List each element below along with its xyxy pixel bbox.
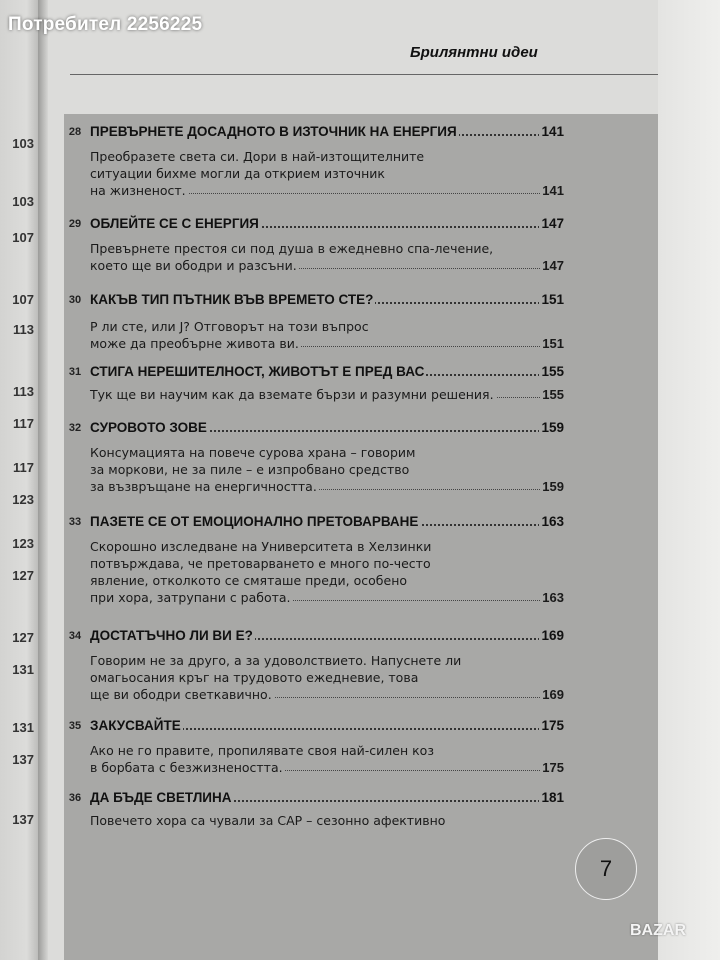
entry-description xyxy=(90,538,564,606)
entry-page: 159 xyxy=(541,420,564,435)
left-page-number: 123 xyxy=(12,536,34,551)
desc-last-line xyxy=(90,257,564,274)
entry-number: 36 xyxy=(68,792,82,804)
entry-title: ПАЗЕТЕ СЕ ОТ ЕМОЦИОНАЛНО ПРЕТОВАРВАНЕ xyxy=(90,514,419,529)
entry-number: 35 xyxy=(68,720,82,732)
desc-line: явление, отколкото се смяташе преди, особено xyxy=(90,573,408,588)
left-page-number: 137 xyxy=(12,812,34,827)
entry-title: ЗАКУСВАЙТЕ xyxy=(90,718,181,733)
left-page-number: 103 xyxy=(12,194,34,209)
left-page-number: 113 xyxy=(13,384,34,399)
desc-line: за моркови, не за пиле – е изпробвано средство xyxy=(90,462,410,477)
left-page-number: 123 xyxy=(12,492,34,507)
entry-title-line xyxy=(90,216,564,231)
entry-title-line xyxy=(90,364,564,379)
desc-line: потвърждава, че претоварването е много по-често xyxy=(90,556,431,571)
entry-description xyxy=(90,148,564,199)
left-page-number: 127 xyxy=(12,568,34,583)
entry-description xyxy=(90,240,564,274)
desc-page: 155 xyxy=(542,387,564,402)
header-rule xyxy=(70,74,658,75)
desc-last-line xyxy=(90,182,564,199)
desc-line: Консумацията на повече сурова храна – говорим xyxy=(90,445,416,460)
entry-number: 29 xyxy=(68,218,82,230)
desc-last-line xyxy=(90,386,564,403)
watermark: Потребител 2256225 xyxy=(8,14,203,35)
desc-line: Преобразете света си. Дори в най-изтощителните xyxy=(90,149,425,164)
left-page-number: 103 xyxy=(12,136,34,151)
desc-page: 175 xyxy=(542,760,564,775)
entry-description xyxy=(90,652,564,703)
desc-line: Превърнете престоя си под душа в ежедневно спа-лечение, xyxy=(90,241,494,256)
entry-description xyxy=(90,742,564,776)
entry-title: ДОСТАТЪЧНО ЛИ ВИ Е? xyxy=(90,628,253,643)
desc-page: 163 xyxy=(542,590,564,605)
desc-text: което ще ви ободри и разсъни. xyxy=(90,258,297,273)
desc-line: Повечето хора са чували за САР – сезонно афективно xyxy=(90,813,446,828)
entry-page: 147 xyxy=(541,216,564,231)
entry-title: ДА БЪДЕ СВЕТЛИНА xyxy=(90,790,232,805)
entry-title: ПРЕВЪРНЕТЕ ДОСАДНОТО В ИЗТОЧНИК НА ЕНЕРГИЯ xyxy=(90,124,457,139)
desc-text: Тук ще ви научим как да вземате бързи и разумни решения. xyxy=(90,387,494,402)
desc-last-line xyxy=(90,589,564,606)
left-page xyxy=(0,0,38,960)
left-page-number: 131 xyxy=(12,720,34,735)
desc-line: Говорим не за друго, а за удоволствието. Напуснете ли xyxy=(90,653,462,668)
entry-description xyxy=(90,386,564,403)
entry-page: 155 xyxy=(541,364,564,379)
entry-page: 151 xyxy=(541,292,564,307)
entry-page: 169 xyxy=(541,628,564,643)
entry-number: 31 xyxy=(68,366,82,378)
entry-page: 175 xyxy=(541,718,564,733)
running-header: Брилянтни идеи xyxy=(410,44,538,61)
entry-title-line xyxy=(90,790,564,805)
entry-page: 163 xyxy=(541,514,564,529)
desc-text: може да преобърне живота ви. xyxy=(90,336,299,351)
desc-page: 147 xyxy=(542,258,564,273)
entry-number: 30 xyxy=(68,294,82,306)
left-page-number: 107 xyxy=(12,230,34,245)
desc-last-line xyxy=(90,759,564,776)
desc-line: Ако не го правите, пропилявате своя най-силен коз xyxy=(90,743,434,758)
entry-title: КАКЪВ ТИП ПЪТНИК ВЪВ ВРЕМЕТО СТЕ? xyxy=(90,292,374,307)
left-page-number: 137 xyxy=(12,752,34,767)
entry-title: ОБЛЕЙТЕ СЕ С ЕНЕРГИЯ xyxy=(90,216,259,231)
left-page-number: 131 xyxy=(12,662,34,677)
desc-page: 159 xyxy=(542,479,564,494)
entry-title-line xyxy=(90,514,564,529)
entry-page: 181 xyxy=(541,790,564,805)
desc-text: за възвръщане на енергичността. xyxy=(90,479,317,494)
desc-page: 169 xyxy=(542,687,564,702)
entry-number: 32 xyxy=(68,422,82,434)
desc-line: Р ли сте, или J? Отговорът на този въпрос xyxy=(90,319,369,334)
desc-text: на жизненост. xyxy=(90,183,186,198)
book-gutter xyxy=(38,0,48,960)
desc-line: омагьосания кръг на трудовото ежедневие, това xyxy=(90,670,419,685)
entry-title-line xyxy=(90,124,564,139)
desc-last-line xyxy=(90,478,564,495)
entry-title-line xyxy=(90,292,564,307)
desc-text: ще ви ободри светкавично. xyxy=(90,687,272,702)
desc-page: 141 xyxy=(542,183,564,198)
desc-line: Скорошно изследване на Университета в Хелзинки xyxy=(90,539,432,554)
desc-text: в борбата с безжизнеността. xyxy=(90,760,283,775)
entry-number: 33 xyxy=(68,516,82,528)
entry-description xyxy=(90,444,564,495)
bazar-logo: BAZAR xyxy=(630,922,686,939)
page-number-badge: 7 xyxy=(575,838,637,900)
desc-last-line xyxy=(90,335,564,352)
entry-page: 141 xyxy=(541,124,564,139)
desc-last-line xyxy=(90,686,564,703)
entry-description xyxy=(90,318,564,352)
entry-title-line xyxy=(90,420,564,435)
left-page-number: 117 xyxy=(13,460,34,475)
desc-text: при хора, затрупани с работа. xyxy=(90,590,291,605)
page-edge xyxy=(658,0,720,960)
entry-title: СТИГА НЕРЕШИТЕЛНОСТ, ЖИВОТЪТ Е ПРЕД ВАС xyxy=(90,364,425,379)
entry-title: СУРОВОТО ЗОВЕ xyxy=(90,420,207,435)
left-page-number: 113 xyxy=(13,322,34,337)
left-page-number: 127 xyxy=(12,630,34,645)
entry-number: 34 xyxy=(68,630,82,642)
left-page-number: 117 xyxy=(13,416,34,431)
left-page-number: 107 xyxy=(12,292,34,307)
entry-title-line xyxy=(90,628,564,643)
entry-number: 28 xyxy=(68,126,82,138)
entry-title-line xyxy=(90,718,564,733)
entry-description xyxy=(90,812,564,829)
desc-line: ситуации бихме могли да открием източник xyxy=(90,166,385,181)
desc-page: 151 xyxy=(542,336,564,351)
